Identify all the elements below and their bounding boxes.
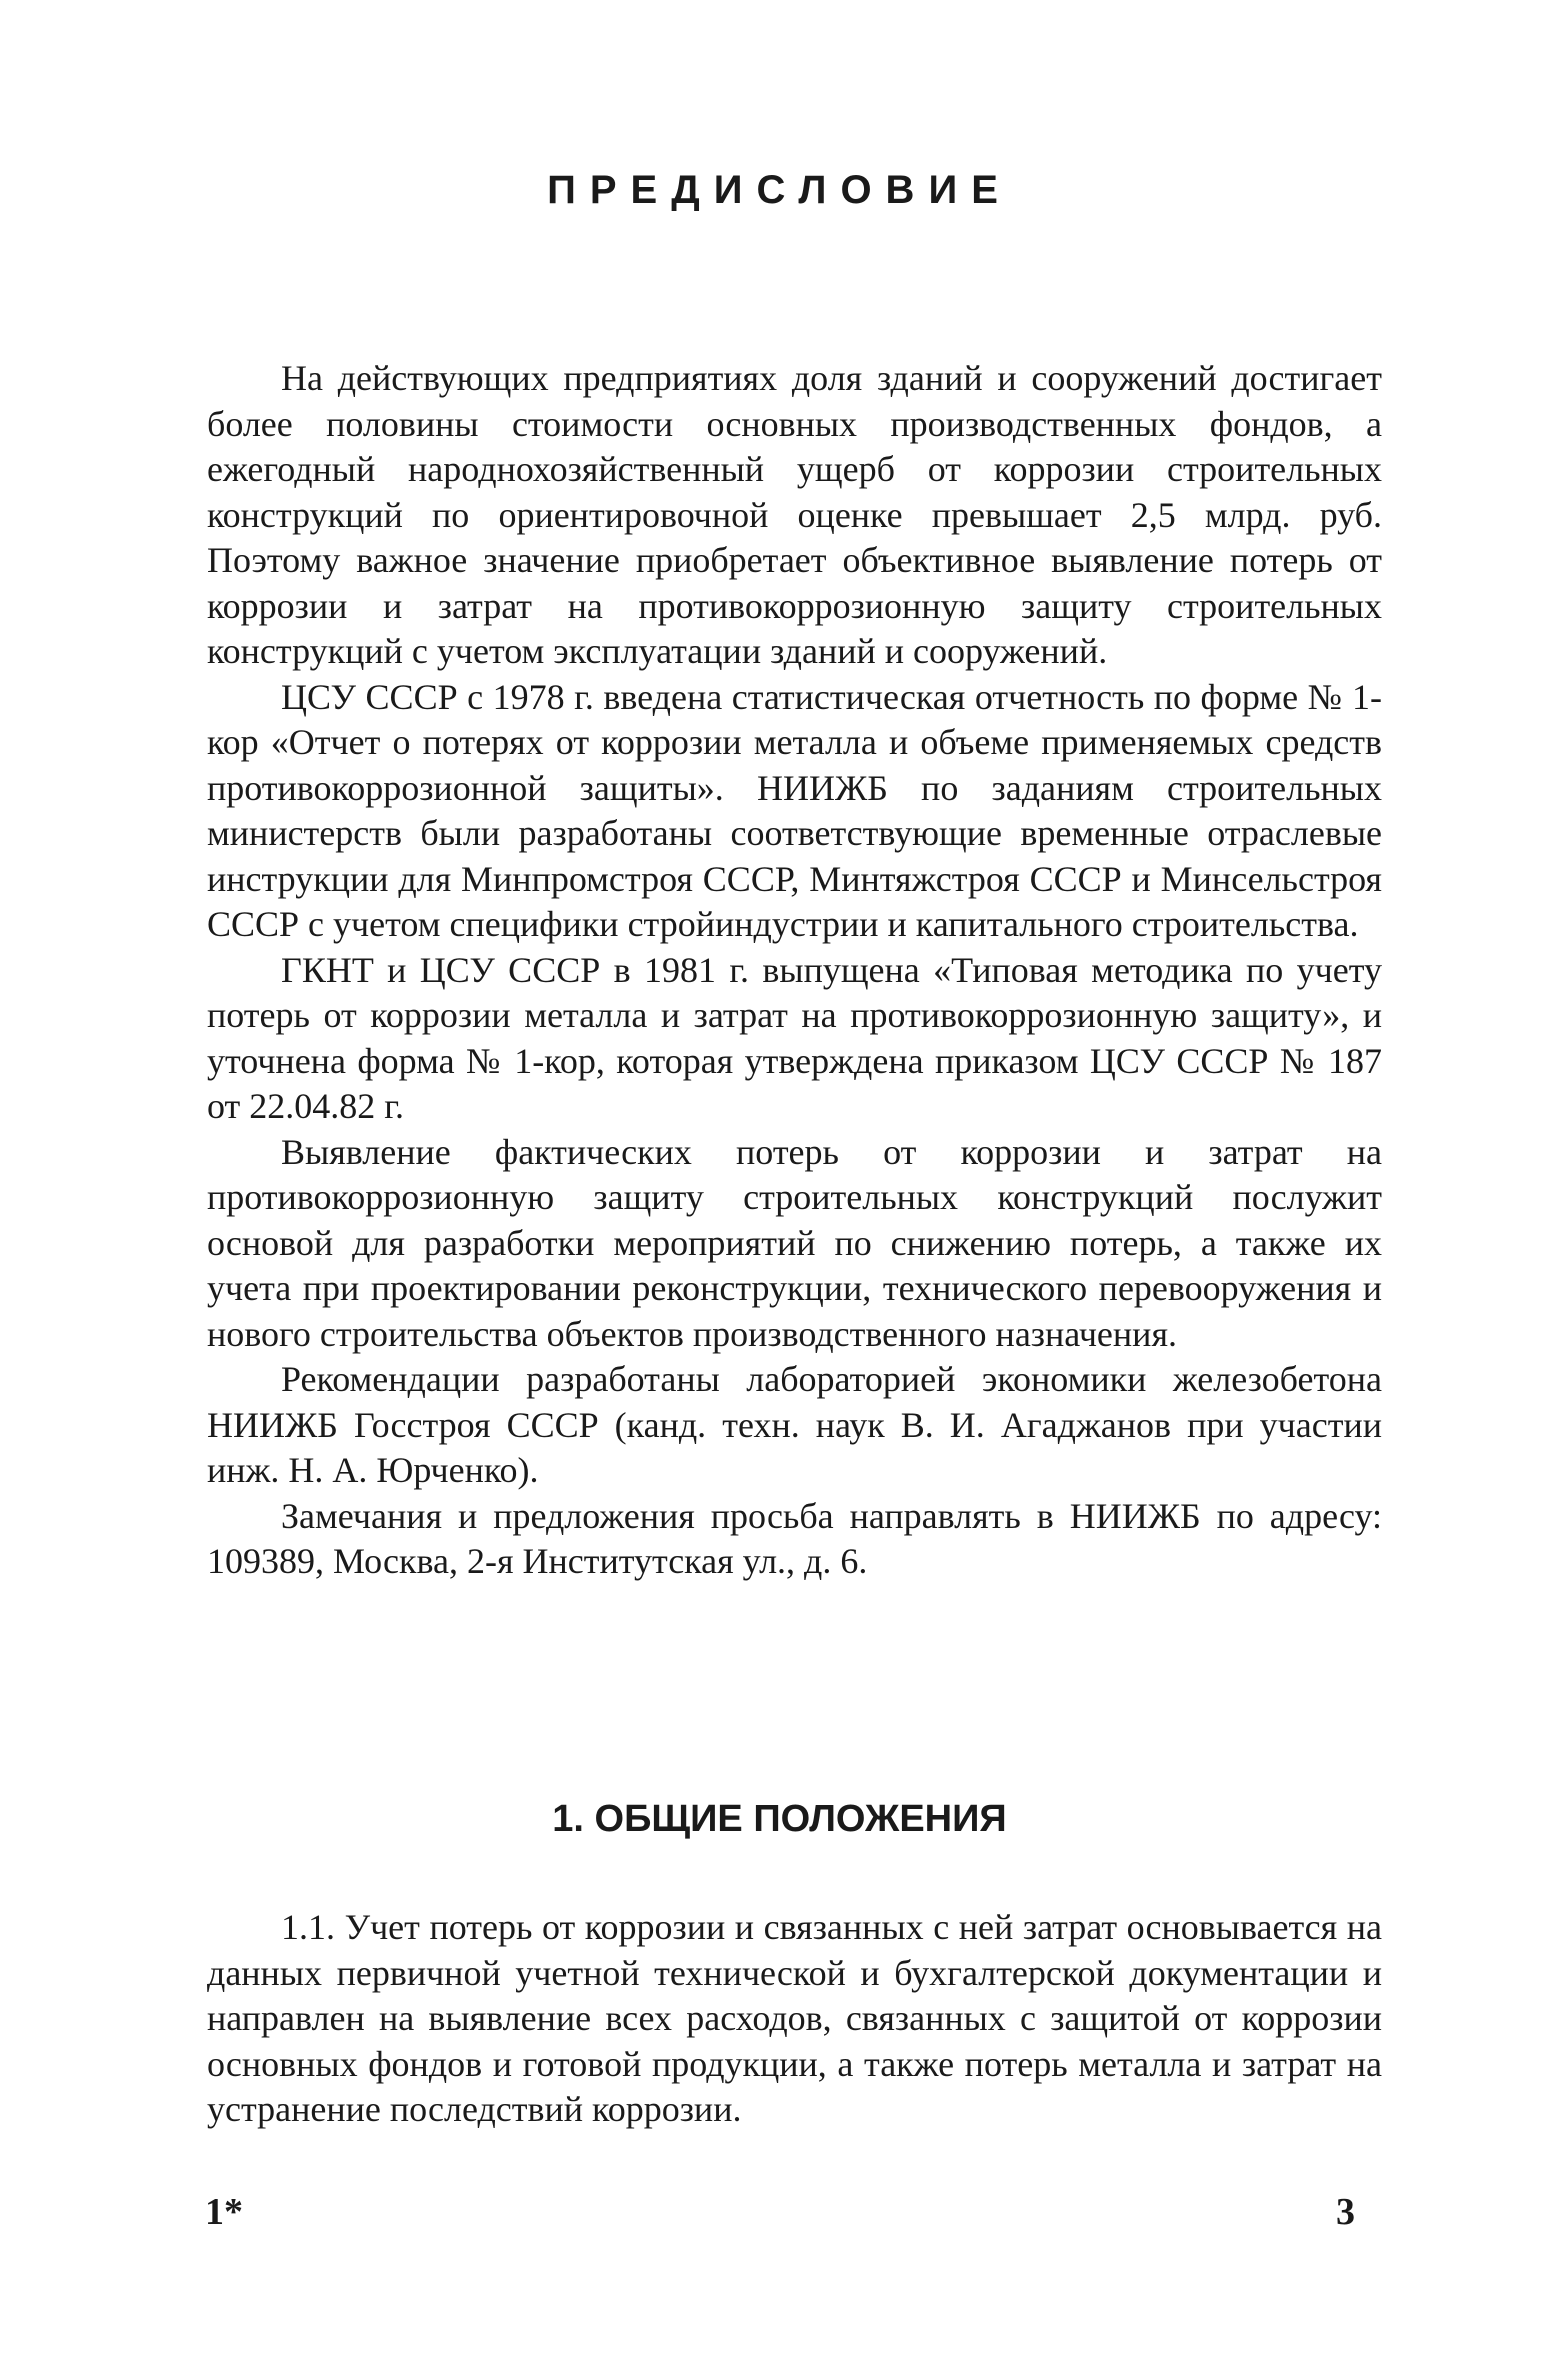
preface-paragraph-2: ЦСУ СССР с 1978 г. введена статистическая отчетность по форме № 1-кор «Отчет о потерях от коррозии металла и объеме применяемых средств противокоррозионной защиты». НИИЖБ по заданиям строительных министерств были разработаны соответствующие временные отраслевые инструкции для Минпромстроя СССР, Минтяжстроя СССР и Минсельстроя СССР с учетом специфики стройиндустрии и капитального строительства.	[207, 676, 1382, 944]
page-number: 3	[1336, 2191, 1355, 2233]
preface-paragraph-5: Рекомендации разработаны лабораторией экономики железобетона НИИЖБ Госстроя СССР (канд. техн. наук В. И. Агаджанов при участии инж. Н. А. Юрченко).	[207, 1359, 1382, 1490]
preface-body	[207, 356, 1382, 1585]
preface-paragraph-3: ГКНТ и ЦСУ СССР в 1981 г. выпущена «Типовая методика по учету потерь от коррозии металла и затрат на противокоррозионную защиту», и уточнена форма № 1-кор, которая утверждена приказом ЦСУ СССР № 187 от 22.04.82 г.	[207, 949, 1382, 1126]
preface-paragraph-4: Выявление фактических потерь от коррозии и затрат на противокоррозионную защиту строительных конструкций послужит основой для разработки мероприятий по снижению потерь, а также их учета при проектировании реконструкции, технического перевооружения и нового строительства объектов производственного назначения.	[207, 1131, 1382, 1354]
preface-paragraph-6: Замечания и предложения просьба направлять в НИИЖБ по адресу: 109389, Москва, 2-я Институтская ул., д. 6.	[207, 1495, 1382, 1581]
preface-paragraph-1: На действующих предприятиях доля зданий и сооружений достигает более половины стоимости основных производственных фондов, а ежегодный народнохозяйственный ущерб от коррозии строительных конструкций по ориентировочной оценке превышает 2,5 млрд. руб. Поэтому важное значение приобретает объективное выявление потерь от коррозии и затрат на противокоррозионную защиту строительных конструкций с учетом эксплуатации зданий и сооружений.	[207, 358, 1382, 671]
signature-mark: 1*	[205, 2191, 243, 2233]
section-body	[207, 1905, 1382, 2133]
section-title: 1. ОБЩИЕ ПОЛОЖЕНИЯ	[552, 1798, 1007, 1840]
section-paragraph-1: 1.1. Учет потерь от коррозии и связанных с ней затрат основывается на данных первичной учетной технической и бухгалтерской документации и направлен на выявление всех расходов, связанных с защитой от коррозии основных фондов и готовой продукции, а также потерь металла и затрат на устранение последствий коррозии.	[207, 1907, 1382, 2129]
preface-title: ПРЕДИСЛОВИЕ	[547, 168, 1012, 212]
